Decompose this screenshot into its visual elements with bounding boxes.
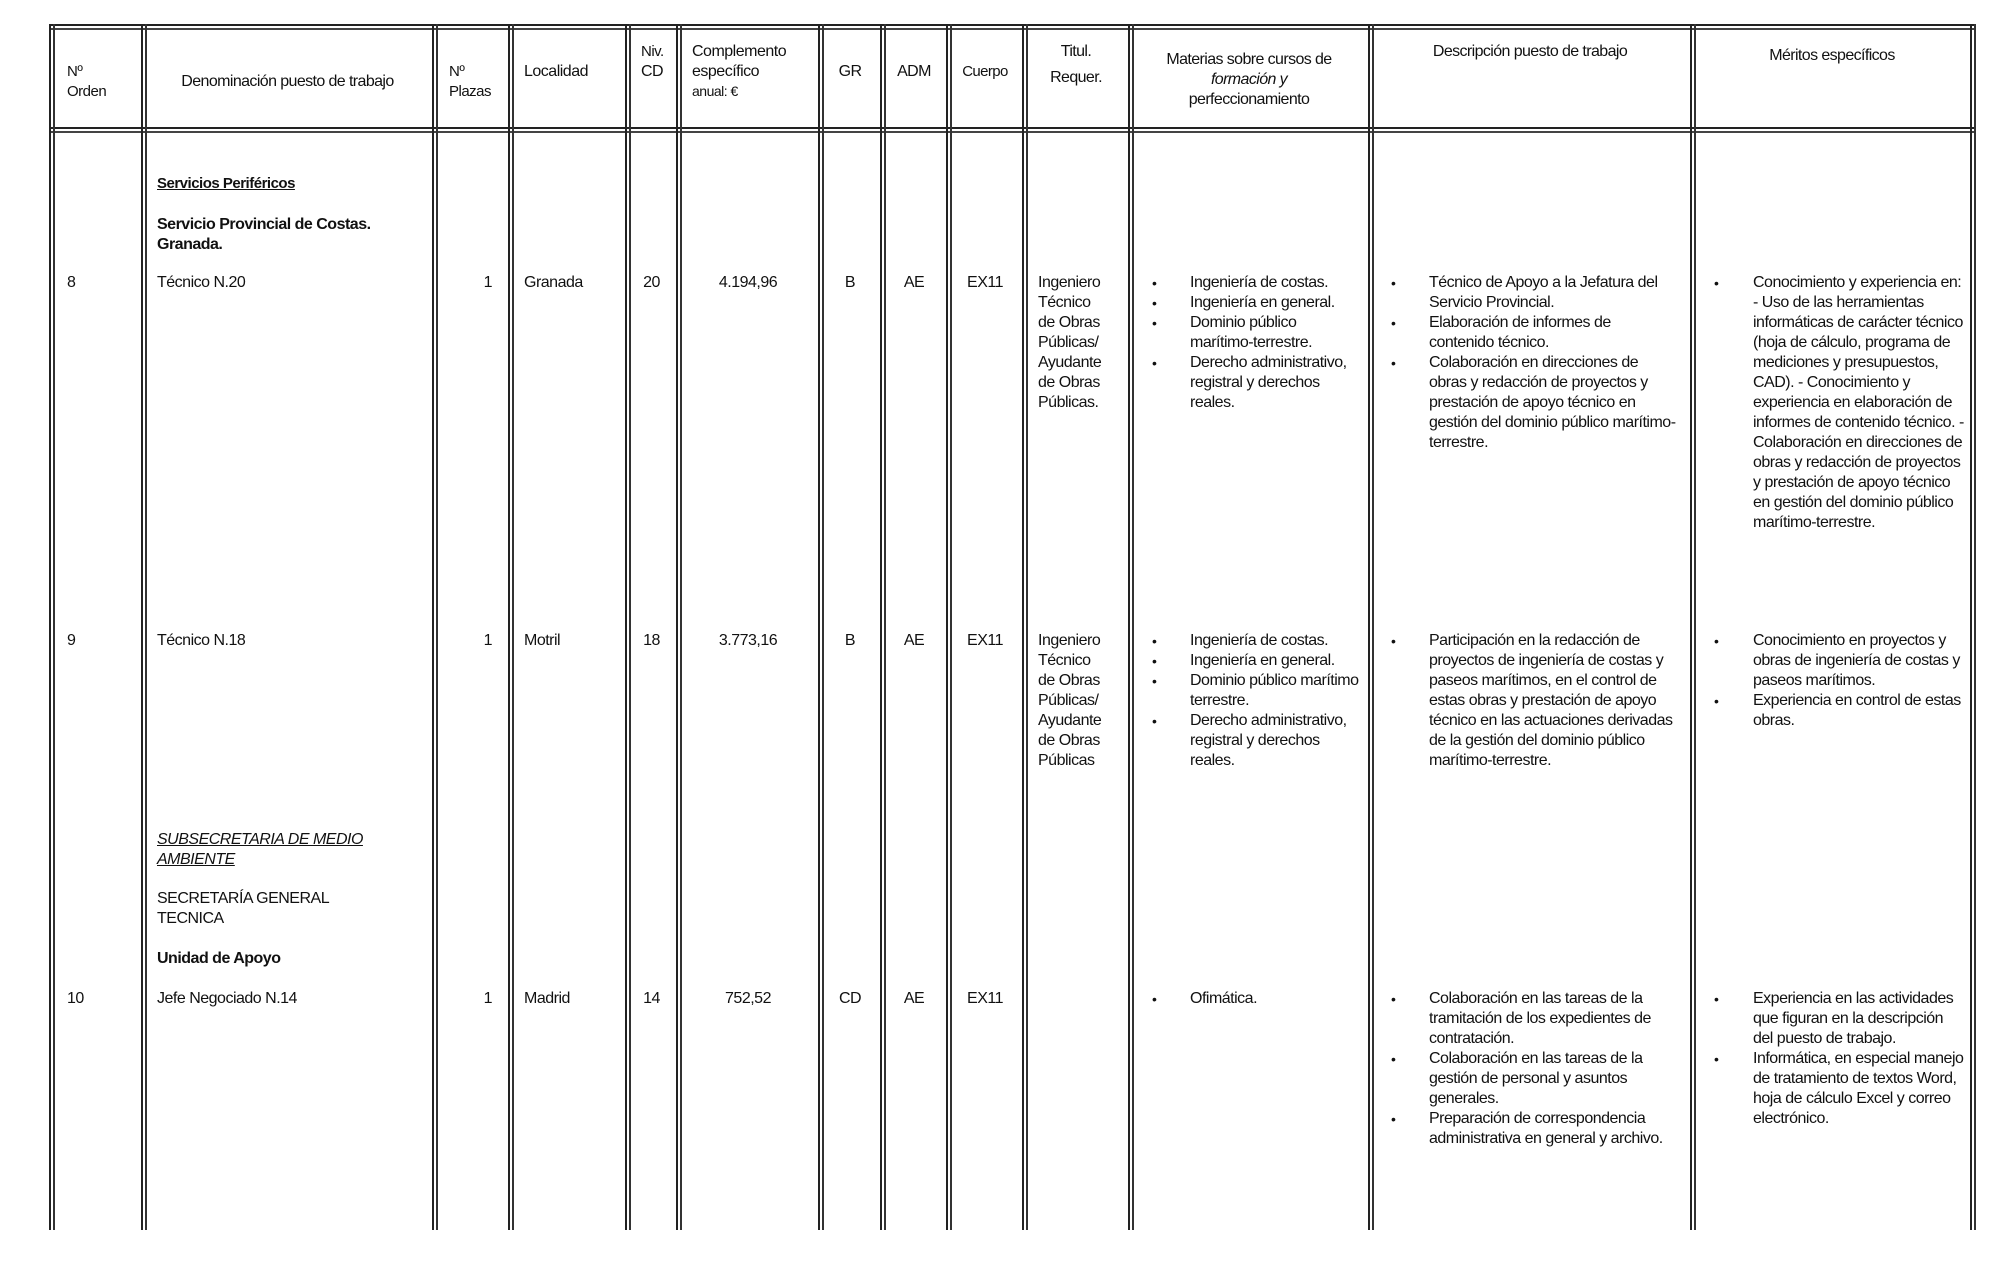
list-item-text: Ofimática. xyxy=(1190,990,1258,1007)
section-subsecretaria-1: SUBSECRETARIA DE MEDIO xyxy=(157,831,363,848)
meritos-list xyxy=(1714,273,1965,533)
bullet-icon: • xyxy=(1391,355,1396,371)
nivel-cell: 18 xyxy=(643,632,660,649)
header-gr: GR xyxy=(838,63,862,80)
section-secretaria-2: TECNICA xyxy=(157,910,224,927)
list-item xyxy=(1152,651,1360,671)
plazas-cell: 1 xyxy=(483,990,492,1007)
materias-list xyxy=(1152,631,1360,771)
list-item xyxy=(1391,989,1679,1049)
titulacion-line: Públicas/ xyxy=(1038,334,1099,351)
meritos-list xyxy=(1714,989,1965,1129)
bullet-icon: • xyxy=(1391,1051,1396,1067)
list-item-text: Colaboración en direcciones de obras y redacción de proyectos y prestación de apoyo técnico en gestión del dominio público marítimo-terrestre. xyxy=(1429,354,1676,451)
bullet-icon: • xyxy=(1152,673,1157,689)
header-titul-2: Requer. xyxy=(1050,69,1102,86)
section-servicio-costas-2: Granada. xyxy=(157,236,223,253)
materias-list xyxy=(1152,989,1360,1009)
titulacion-line: de Obras xyxy=(1038,672,1100,689)
complemento-cell: 752,52 xyxy=(725,990,771,1007)
list-item xyxy=(1152,313,1360,353)
descripcion-list xyxy=(1391,989,1679,1149)
list-item-text: Técnico de Apoyo a la Jefatura del Servicio Provincial. xyxy=(1429,274,1658,311)
header-localidad: Localidad xyxy=(524,63,588,80)
materias-list xyxy=(1152,273,1360,413)
table-top-border xyxy=(49,24,1974,26)
column-border xyxy=(432,24,434,1230)
list-item-text: Experiencia en control de estas obras. xyxy=(1753,692,1961,729)
column-border xyxy=(49,24,51,1230)
titulacion-line: Públicas. xyxy=(1038,394,1099,411)
denominacion-cell: Técnico N.20 xyxy=(157,274,246,291)
titulacion-line: Públicas xyxy=(1038,752,1095,769)
localidad-cell: Motril xyxy=(524,632,561,649)
header-complemento-2: específico xyxy=(692,63,760,80)
column-border xyxy=(676,24,678,1230)
bullet-icon: • xyxy=(1152,295,1157,311)
column-border xyxy=(946,24,948,1230)
denominacion-cell: Técnico N.18 xyxy=(157,632,246,649)
bullet-icon: • xyxy=(1391,991,1396,1007)
titulacion-line: Públicas/ xyxy=(1038,692,1099,709)
localidad-cell: Madrid xyxy=(524,990,570,1007)
header-plazas-2: Plazas xyxy=(449,83,492,100)
header-bottom-border xyxy=(49,127,1974,129)
bullet-icon: • xyxy=(1391,275,1396,291)
titulacion-line: de Obras xyxy=(1038,374,1100,391)
list-item xyxy=(1391,1109,1679,1149)
list-item-text: Preparación de correspondencia administrativa en general y archivo. xyxy=(1429,1110,1663,1147)
header-orden-1: Nº xyxy=(67,63,83,80)
bullet-icon: • xyxy=(1714,991,1719,1007)
header-materias-3: perfeccionamiento xyxy=(1188,91,1310,108)
bullet-icon: • xyxy=(1152,275,1157,291)
header-titul-1: Titul. xyxy=(1060,43,1092,60)
list-item-text: Experiencia en las actividades que figuran en la descripción del puesto de trabajo. xyxy=(1753,990,1954,1047)
list-item xyxy=(1714,273,1965,533)
bullet-icon: • xyxy=(1714,275,1719,291)
list-item-text: Ingeniería en general. xyxy=(1190,652,1335,669)
list-item xyxy=(1152,711,1360,771)
header-adm: ADM xyxy=(897,63,931,80)
gr-cell: B xyxy=(844,632,856,649)
list-item xyxy=(1714,631,1965,691)
complemento-cell: 4.194,96 xyxy=(718,274,778,291)
list-item-text: Informática, en especial manejo de tratamiento de textos Word, hoja de cálculo Excel y correo electrónico. xyxy=(1753,1050,1964,1127)
localidad-cell: Granada xyxy=(524,274,583,291)
list-item-text: Participación en la redacción de proyectos de ingeniería de costas y paseos marítimos, en el control de estas obras y prestación de apoyo técnico en las actuaciones derivadas de la gestión del dominio público marítimo-terrestre. xyxy=(1429,632,1673,769)
list-item xyxy=(1391,353,1679,453)
titulacion-line: Ingeniero xyxy=(1038,632,1101,649)
bullet-icon: • xyxy=(1714,693,1719,709)
header-complemento-1: Complemento xyxy=(692,43,787,60)
section-servicios-perifericos: Servicios Periféricos xyxy=(157,175,295,192)
column-border xyxy=(1022,24,1024,1230)
meritos-list xyxy=(1714,631,1965,731)
list-item-text: Conocimiento y experiencia en: - Uso de las herramientas informáticas de carácter técnico (hoja de cálculo, programa de mediciones y presupuestos, CAD). - Conocimiento y experiencia en elaboración de informes de contenido técnico. - Colaboración en direcciones de obras y redacción de proyectos y prestación de apoyo técnico en gestión del dominio público marítimo-terrestre. xyxy=(1753,274,1964,531)
list-item xyxy=(1152,293,1360,313)
list-item-text: Conocimiento en proyectos y obras de ingeniería de costas y paseos marítimos. xyxy=(1753,632,1960,689)
titulacion-line: de Obras xyxy=(1038,314,1100,331)
plazas-cell: 1 xyxy=(483,632,492,649)
bullet-icon: • xyxy=(1391,1111,1396,1127)
column-border xyxy=(880,24,882,1230)
adm-cell: AE xyxy=(903,990,925,1007)
adm-cell: AE xyxy=(903,632,925,649)
complemento-cell: 3.773,16 xyxy=(718,632,778,649)
nivel-cell: 20 xyxy=(643,274,660,291)
list-item xyxy=(1152,671,1360,711)
bullet-icon: • xyxy=(1152,713,1157,729)
section-servicio-costas-1: Servicio Provincial de Costas. xyxy=(157,216,371,233)
section-subsecretaria-2: AMBIENTE xyxy=(157,851,235,868)
header-nivel-2: CD xyxy=(641,63,664,80)
titulacion-line: Ingeniero xyxy=(1038,274,1101,291)
list-item xyxy=(1714,1049,1965,1129)
list-item xyxy=(1391,313,1679,353)
list-item xyxy=(1152,353,1360,413)
list-item-text: Colaboración en las tareas de la gestión de personal y asuntos generales. xyxy=(1429,1050,1643,1107)
bullet-icon: • xyxy=(1714,1051,1719,1067)
list-item xyxy=(1152,273,1360,293)
cuerpo-cell: EX11 xyxy=(967,274,1003,291)
list-item xyxy=(1391,631,1679,771)
descripcion-list xyxy=(1391,273,1679,453)
header-orden-2: Orden xyxy=(67,83,107,100)
bullet-icon: • xyxy=(1152,315,1157,331)
list-item xyxy=(1152,631,1360,651)
header-denominacion: Denominación puesto de trabajo xyxy=(181,73,394,90)
list-item xyxy=(1152,989,1360,1009)
bullet-icon: • xyxy=(1152,653,1157,669)
descripcion-list xyxy=(1391,631,1679,771)
list-item-text: Dominio público marítimo terrestre. xyxy=(1190,672,1359,709)
header-nivel-1: Niv. xyxy=(641,43,664,60)
orden-cell: 10 xyxy=(67,990,84,1007)
adm-cell: AE xyxy=(903,274,925,291)
plazas-cell: 1 xyxy=(483,274,492,291)
column-border xyxy=(1128,24,1130,1230)
header-meritos: Méritos específicos xyxy=(1769,47,1895,64)
titulacion-line: Ayudante xyxy=(1038,712,1102,729)
gr-cell: CD xyxy=(838,990,862,1007)
header-descripcion: Descripción puesto de trabajo xyxy=(1432,43,1628,60)
bullet-icon: • xyxy=(1152,991,1157,1007)
bullet-icon: • xyxy=(1391,315,1396,331)
list-item-text: Derecho administrativo, registral y derechos reales. xyxy=(1190,712,1347,769)
bullet-icon: • xyxy=(1152,633,1157,649)
column-border xyxy=(1690,24,1692,1230)
cuerpo-cell: EX11 xyxy=(967,990,1003,1007)
bullet-icon: • xyxy=(1152,355,1157,371)
bullet-icon: • xyxy=(1714,633,1719,649)
bullet-icon: • xyxy=(1391,633,1396,649)
gr-cell: B xyxy=(844,274,856,291)
column-border xyxy=(508,24,510,1230)
header-plazas-1: Nº xyxy=(449,63,465,80)
header-materias-1: Materias sobre cursos de xyxy=(1166,51,1332,68)
column-border xyxy=(818,24,820,1230)
titulacion-line: Técnico xyxy=(1038,294,1091,311)
column-border xyxy=(1970,24,1972,1230)
list-item-text: Ingeniería de costas. xyxy=(1190,632,1329,649)
section-secretaria-1: SECRETARÍA GENERAL xyxy=(157,890,330,907)
list-item xyxy=(1714,691,1965,731)
denominacion-cell: Jefe Negociado N.14 xyxy=(157,990,297,1007)
orden-cell: 9 xyxy=(67,632,76,649)
titulacion-line: de Obras xyxy=(1038,732,1100,749)
list-item-text: Colaboración en las tareas de la tramitación de los expedientes de contratación. xyxy=(1429,990,1651,1047)
column-border xyxy=(1368,24,1370,1230)
list-item xyxy=(1714,989,1965,1049)
titulacion-line: Técnico xyxy=(1038,652,1091,669)
list-item-text: Elaboración de informes de contenido técnico. xyxy=(1429,314,1611,351)
titulacion-line: Ayudante xyxy=(1038,354,1102,371)
nivel-cell: 14 xyxy=(643,990,660,1007)
section-unidad-apoyo: Unidad de Apoyo xyxy=(157,950,281,967)
cuerpo-cell: EX11 xyxy=(967,632,1003,649)
list-item xyxy=(1391,1049,1679,1109)
column-border xyxy=(141,24,143,1230)
list-item-text: Dominio público marítimo-terrestre. xyxy=(1190,314,1313,351)
orden-cell: 8 xyxy=(67,274,76,291)
header-complemento-3: anual: € xyxy=(692,83,738,99)
list-item-text: Ingeniería en general. xyxy=(1190,294,1335,311)
list-item-text: Ingeniería de costas. xyxy=(1190,274,1329,291)
header-cuerpo: Cuerpo xyxy=(962,63,1008,80)
list-item xyxy=(1391,273,1679,313)
column-border xyxy=(625,24,627,1230)
list-item-text: Derecho administrativo, registral y derechos reales. xyxy=(1190,354,1347,411)
header-materias-2: formación y xyxy=(1210,71,1288,88)
